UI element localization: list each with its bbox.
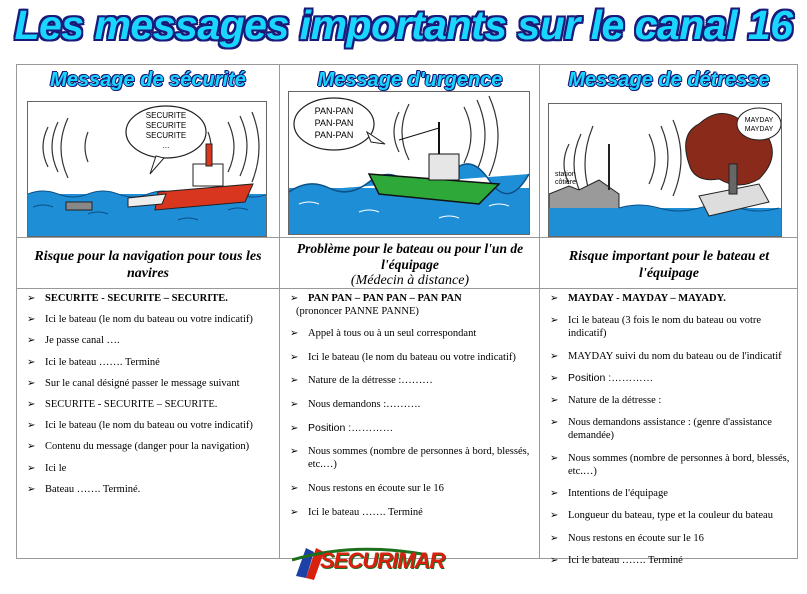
illustration-urgence	[288, 91, 530, 235]
bubble-text: PAN-PAN	[314, 130, 354, 140]
arrow-bullet-icon: ➢	[550, 315, 559, 327]
list-item: ➢ SECURITE - SECURITE – SECURITE.	[27, 293, 228, 304]
arrow-bullet-icon: ➢	[290, 446, 299, 458]
arrow-bullet-icon: ➢	[550, 532, 559, 544]
arrow-bullet-icon: ➢	[27, 462, 36, 474]
arrow-bullet-icon: ➢	[550, 452, 559, 464]
column-securite	[17, 65, 279, 558]
list-item: ➢ Je passe canal ….	[27, 335, 120, 347]
list-item: ➢ Nature de la détresse :………	[290, 375, 433, 387]
ship-radio-illustration	[28, 102, 266, 236]
list-item: ➢ Ici le bateau (3 fois le nom du bateau ou votre indicatif)	[550, 315, 762, 340]
list-item: ➢ Ici le bateau ……. Terminé	[550, 554, 683, 566]
arrow-bullet-icon: ➢	[290, 328, 299, 339]
arrow-bullet-icon: ➢	[290, 483, 299, 495]
arrow-bullet-icon: ➢	[27, 483, 36, 495]
list-item: ➢ Intentions de l'équipage	[550, 488, 668, 500]
risk-description: Problème pour le bateau ou pour l'un de l'équipage (Médecin à distance)	[280, 237, 540, 289]
column-urgence	[279, 65, 540, 558]
list-item: ➢ Appel à tous ou à un seul correspondant	[290, 328, 477, 339]
arrow-bullet-icon: ➢	[27, 335, 36, 347]
arrow-bullet-icon: ➢	[27, 420, 36, 432]
arrow-bullet-icon: ➢	[550, 395, 559, 407]
list-item: ➢ Nous sommes (nombre de personnes à bord, blessés, etc.…)	[290, 446, 530, 471]
station-label: station	[555, 171, 576, 178]
procedure-list-urgence	[288, 292, 536, 530]
column-detresse	[539, 65, 798, 566]
arrow-bullet-icon: ➢	[290, 399, 299, 411]
arrow-bullet-icon: ➢	[550, 350, 559, 362]
list-item: ➢ Bateau ……. Terminé.	[27, 483, 141, 495]
bubble-text: SECURITE	[145, 111, 187, 120]
page-title: Les messages importants sur le canal 16	[14, 2, 793, 48]
arrow-bullet-icon: ➢	[550, 372, 559, 384]
list-item: ➢ Ici le bateau ……. Terminé	[27, 356, 160, 368]
list-item: ➢ Position :…………	[550, 371, 654, 384]
risk-subtitle: (Médecin à distance)	[350, 273, 470, 288]
arrow-bullet-icon: ➢	[290, 422, 299, 434]
fishing-boat-illustration	[289, 92, 529, 234]
securimar-logo	[292, 540, 445, 582]
list-item: ➢ Sur le canal désigné passer le message suivant	[27, 377, 240, 389]
arrow-bullet-icon: ➢	[550, 488, 559, 500]
arrow-bullet-icon: ➢	[290, 506, 299, 518]
list-item: ➢ Ici le bateau (le nom du bateau ou votre indicatif)	[27, 420, 253, 432]
bubble-text: PAN-PAN	[314, 118, 354, 128]
risk-description: Risque important pour le bateau et l'équipage	[540, 237, 798, 289]
bubble-text: PAN-PAN	[314, 106, 354, 116]
bubble-text: SECURITE	[145, 121, 187, 130]
illustration-securite	[27, 101, 267, 237]
list-item: ➢ MAYDAY - MAYDAY – MAYADY.	[550, 293, 726, 304]
list-item: ➢ Nous restons en écoute sur le 16	[290, 483, 444, 495]
procedure-list-detresse	[548, 292, 794, 576]
list-item: ➢ Ici le bateau ……. Terminé	[290, 506, 423, 518]
arrow-bullet-icon: ➢	[27, 314, 36, 326]
arrow-bullet-icon: ➢	[550, 417, 559, 429]
arrow-bullet-icon: ➢	[27, 293, 36, 304]
risk-description: Risque pour la navigation pour tous les navires	[17, 237, 279, 289]
list-item: ➢ PAN PAN – PAN PAN – PAN PAN (prononcer PANNE PANNE)	[290, 293, 462, 317]
list-item: ➢ Nous demandons :……….	[290, 399, 421, 411]
bubble-text: SECURITE	[145, 131, 187, 140]
arrow-bullet-icon: ➢	[550, 554, 559, 566]
arrow-bullet-icon: ➢	[550, 293, 559, 304]
column-heading: Message d'urgence	[317, 69, 503, 91]
list-item: ➢ Ici le bateau (le nom du bateau ou votre indicatif)	[27, 314, 253, 326]
list-item: ➢ Ici le	[27, 462, 67, 474]
illustration-detresse	[548, 103, 782, 237]
arrow-bullet-icon: ➢	[27, 441, 36, 453]
list-item: ➢ Nous demandons assistance : (genre d'assistance demandée)	[550, 417, 772, 442]
arrow-bullet-icon: ➢	[290, 351, 299, 363]
column-heading: Message de détresse	[568, 69, 770, 91]
column-heading: Message de sécurité	[50, 69, 246, 91]
arrow-bullet-icon: ➢	[290, 293, 299, 304]
list-item: ➢ Contenu du message (danger pour la navigation)	[27, 441, 250, 453]
bubble-text: MAYDAY	[744, 117, 774, 124]
procedure-list-securite	[25, 292, 275, 504]
bubble-text: ...	[162, 141, 170, 150]
arrow-bullet-icon: ➢	[27, 398, 36, 410]
list-item: ➢ Nature de la détresse :	[550, 395, 662, 407]
list-item: ➢ Longueur du bateau, type et la couleur du bateau	[550, 510, 773, 522]
list-item: ➢ Ici le bateau (le nom du bateau ou votre indicatif)	[290, 351, 516, 363]
bubble-text: MAYDAY	[744, 126, 774, 133]
list-item: ➢ SECURITE - SECURITE – SECURITE.	[27, 398, 218, 410]
list-item: ➢ Nous restons en écoute sur le 16	[550, 532, 704, 544]
list-item: ➢ Nous sommes (nombre de personnes à bord, blessés, etc.…)	[550, 452, 790, 477]
list-item: ➢ Position :…………	[290, 421, 394, 434]
station-label: côtière	[555, 179, 577, 186]
list-item: ➢ MAYDAY suivi du nom du bateau ou de l'indicatif	[550, 350, 782, 362]
logo-text: SECURIMAR	[320, 548, 445, 573]
sinking-ship-illustration	[549, 104, 781, 236]
arrow-bullet-icon: ➢	[290, 375, 299, 387]
arrow-bullet-icon: ➢	[27, 356, 36, 368]
arrow-bullet-icon: ➢	[27, 377, 36, 389]
pronunciation-note: (prononcer PANNE PANNE)	[296, 306, 419, 317]
arrow-bullet-icon: ➢	[550, 510, 559, 522]
